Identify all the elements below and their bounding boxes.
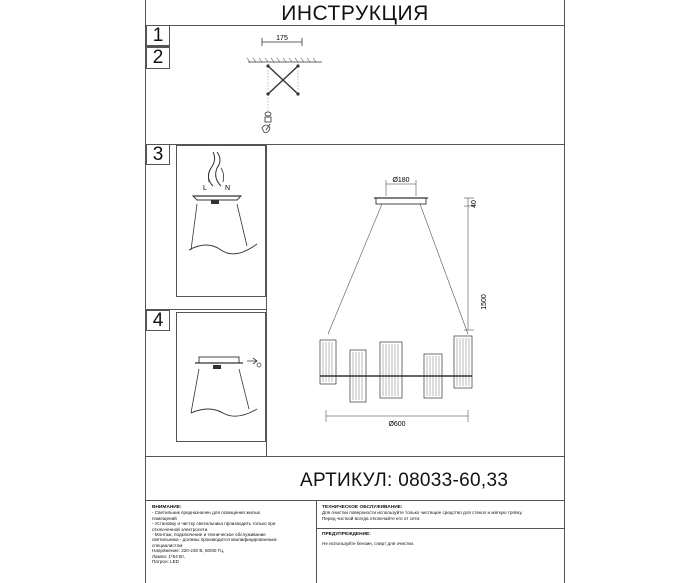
suspension-height-label: 1500 bbox=[481, 294, 488, 310]
step-number-2: 2 bbox=[146, 47, 170, 69]
attention-heading: ВНИМАНИЕ: bbox=[152, 505, 182, 510]
attention-line: помещений bbox=[152, 515, 177, 521]
canopy-height-label: 40 bbox=[471, 200, 478, 208]
maintenance-notes bbox=[322, 505, 562, 521]
warning-line: Не используйте бензин, спирт для очистки. bbox=[322, 541, 415, 547]
mounting-illustration bbox=[177, 313, 267, 443]
step-number-3: 3 bbox=[146, 144, 170, 165]
chandelier-drawing bbox=[290, 170, 530, 440]
step-number-4: 4 bbox=[146, 310, 170, 331]
attention-line: Напряжение: 220-230 В, 50/60 Гц, bbox=[152, 548, 225, 554]
maintenance-heading: ТЕХНИЧЕСКОЕ ОБСЛУЖИВАНИЕ: bbox=[322, 505, 403, 510]
step-3-panel bbox=[176, 145, 266, 297]
attention-line: - Светильник предназначен для освещения жилых bbox=[152, 510, 261, 516]
article-number: АРТИКУЛ: 08033-60,33 bbox=[300, 470, 509, 491]
body-diameter-label: Ø600 bbox=[388, 421, 406, 428]
notes-top-divider bbox=[145, 500, 565, 501]
article-top-divider bbox=[145, 456, 565, 457]
attention-notes bbox=[152, 505, 312, 564]
attention-line: Лампа: 1*54 Вт, bbox=[152, 553, 185, 559]
step-4-panel bbox=[176, 312, 266, 442]
warning-notes bbox=[322, 532, 562, 547]
attention-line: Патрон: LED bbox=[152, 559, 179, 565]
attention-line: - Установку и чистку светильника производить только при bbox=[152, 521, 276, 527]
maintenance-line: Перед чисткой всегда отключайте его от сети. bbox=[322, 515, 421, 521]
attention-line: специалистом bbox=[152, 542, 183, 548]
step-number-1: 1 bbox=[146, 25, 170, 46]
ceiling-bracket-illustration bbox=[240, 32, 330, 142]
maintenance-line: Для очистки поверхности используйте только чистящее средство для стекол и мягкую тряпку. bbox=[322, 510, 523, 516]
canopy-diameter-label: Ø180 bbox=[392, 177, 410, 184]
warning-divider bbox=[316, 528, 565, 529]
crystal-panels bbox=[320, 336, 472, 402]
attention-line: отключенной электросети. bbox=[152, 526, 209, 532]
page-title: ИНСТРУКЦИЯ bbox=[281, 2, 429, 25]
bracket-width-label: 175 bbox=[276, 35, 288, 42]
notes-column-divider bbox=[316, 500, 317, 583]
wire-label-n: N bbox=[225, 185, 231, 192]
attention-line: - Монтаж, подключение и техническое обслуживание bbox=[152, 532, 266, 538]
attention-line: светильника - должны производится квалифицированным bbox=[152, 537, 277, 543]
warning-heading: ПРЕДУПРЕЖДЕНИЕ: bbox=[322, 532, 371, 537]
wiring-illustration bbox=[177, 146, 267, 298]
title-divider bbox=[145, 25, 565, 26]
wire-label-l: L bbox=[203, 185, 207, 192]
drawing-area-divider bbox=[266, 144, 267, 456]
